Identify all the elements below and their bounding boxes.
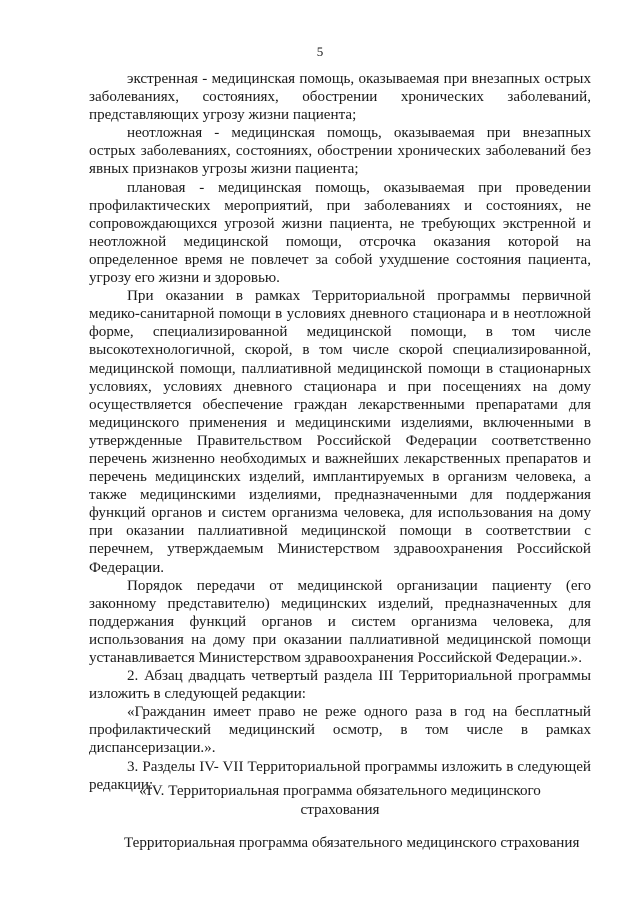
paragraph-amendment-3: 3. Разделы IV- VII Территориальной программы изложить в следующей редакции: [89, 758, 591, 793]
paragraph-checkup-right: «Гражданин имеет право не реже одного раза в год на бесплатный профилактический медицинский осмотр, в том числе в рамках диспансеризации.». [89, 704, 591, 757]
paragraph-medication-provision: При оказании в рамках Территориальной программы первичной медико-санитарной помощи в условиях дневного стационара и в неотложной форме, специализированной медицинской помощи, в том числе высокотехнологичной, скорой, в том числе скорой специализированной, медицинской помощи, паллиативной медицинской помощи в стационарных условиях, условиях дневного стационара и при посещениях на дому осуществляется обеспечение граждан лекарственными препаратами для медицинского применения и медицинскими изделиями, включенными в утвержденные Правительством Российской Федерации соответственно перечень жизненно необходимых и важнейших лекарственных препаратов и перечень медицинских изделий, имплантируемых в организм человека, а также медицинскими изделиями, предназначенными для поддержания функций органов и систем организма человека, для использования на дому при оказании паллиативной медицинской помощи в соответствии с перечнем, утверждаемым Министерством здравоохранения Российской Федерации. [89, 288, 591, 576]
paragraph-final: Территориальная программа обязательного медицинского страхования [124, 835, 580, 851]
paragraph-urgent-care: неотложная - медицинская помощь, оказываемая при внезапных острых заболеваниях, состояниях, обострении хронических заболеваний без явных признаков угрозы жизни пациента; [89, 125, 591, 178]
paragraph-emergency-care: экстренная - медицинская помощь, оказываемая при внезапных острых заболеваниях, состояниях, обострении хронических заболеваний, представляющих угрозу жизни пациента; [89, 71, 591, 124]
section-heading: «IV. Территориальная программа обязательного медицинского страхования [139, 783, 541, 818]
page-number: 5 [316, 44, 324, 59]
paragraph-amendment-2: 2. Абзац двадцать четвертый раздела III Территориальной программы изложить в следующей редакции: [89, 668, 591, 703]
paragraph-device-transfer: Порядок передачи от медицинской организации пациенту (его законному представителю) медицинских изделий, предназначенных для поддержания функций органов и систем организма человека, для использования на дому при оказании паллиативной медицинской помощи устанавливается Министерством здравоохранения Российской Федерации.». [89, 577, 591, 666]
document-body [89, 70, 591, 794]
paragraph-planned-care: плановая - медицинская помощь, оказываемая при проведении профилактических мероприятий, при заболеваниях и состояниях, не сопровождающихся угрозой жизни пациента, не требующих экстренной и неотложной медицинской помощи, отсрочка оказания которой на определенное время не повлечет за собой ухудшение состояния пациента, угрозу его жизни и здоровью. [89, 179, 591, 287]
